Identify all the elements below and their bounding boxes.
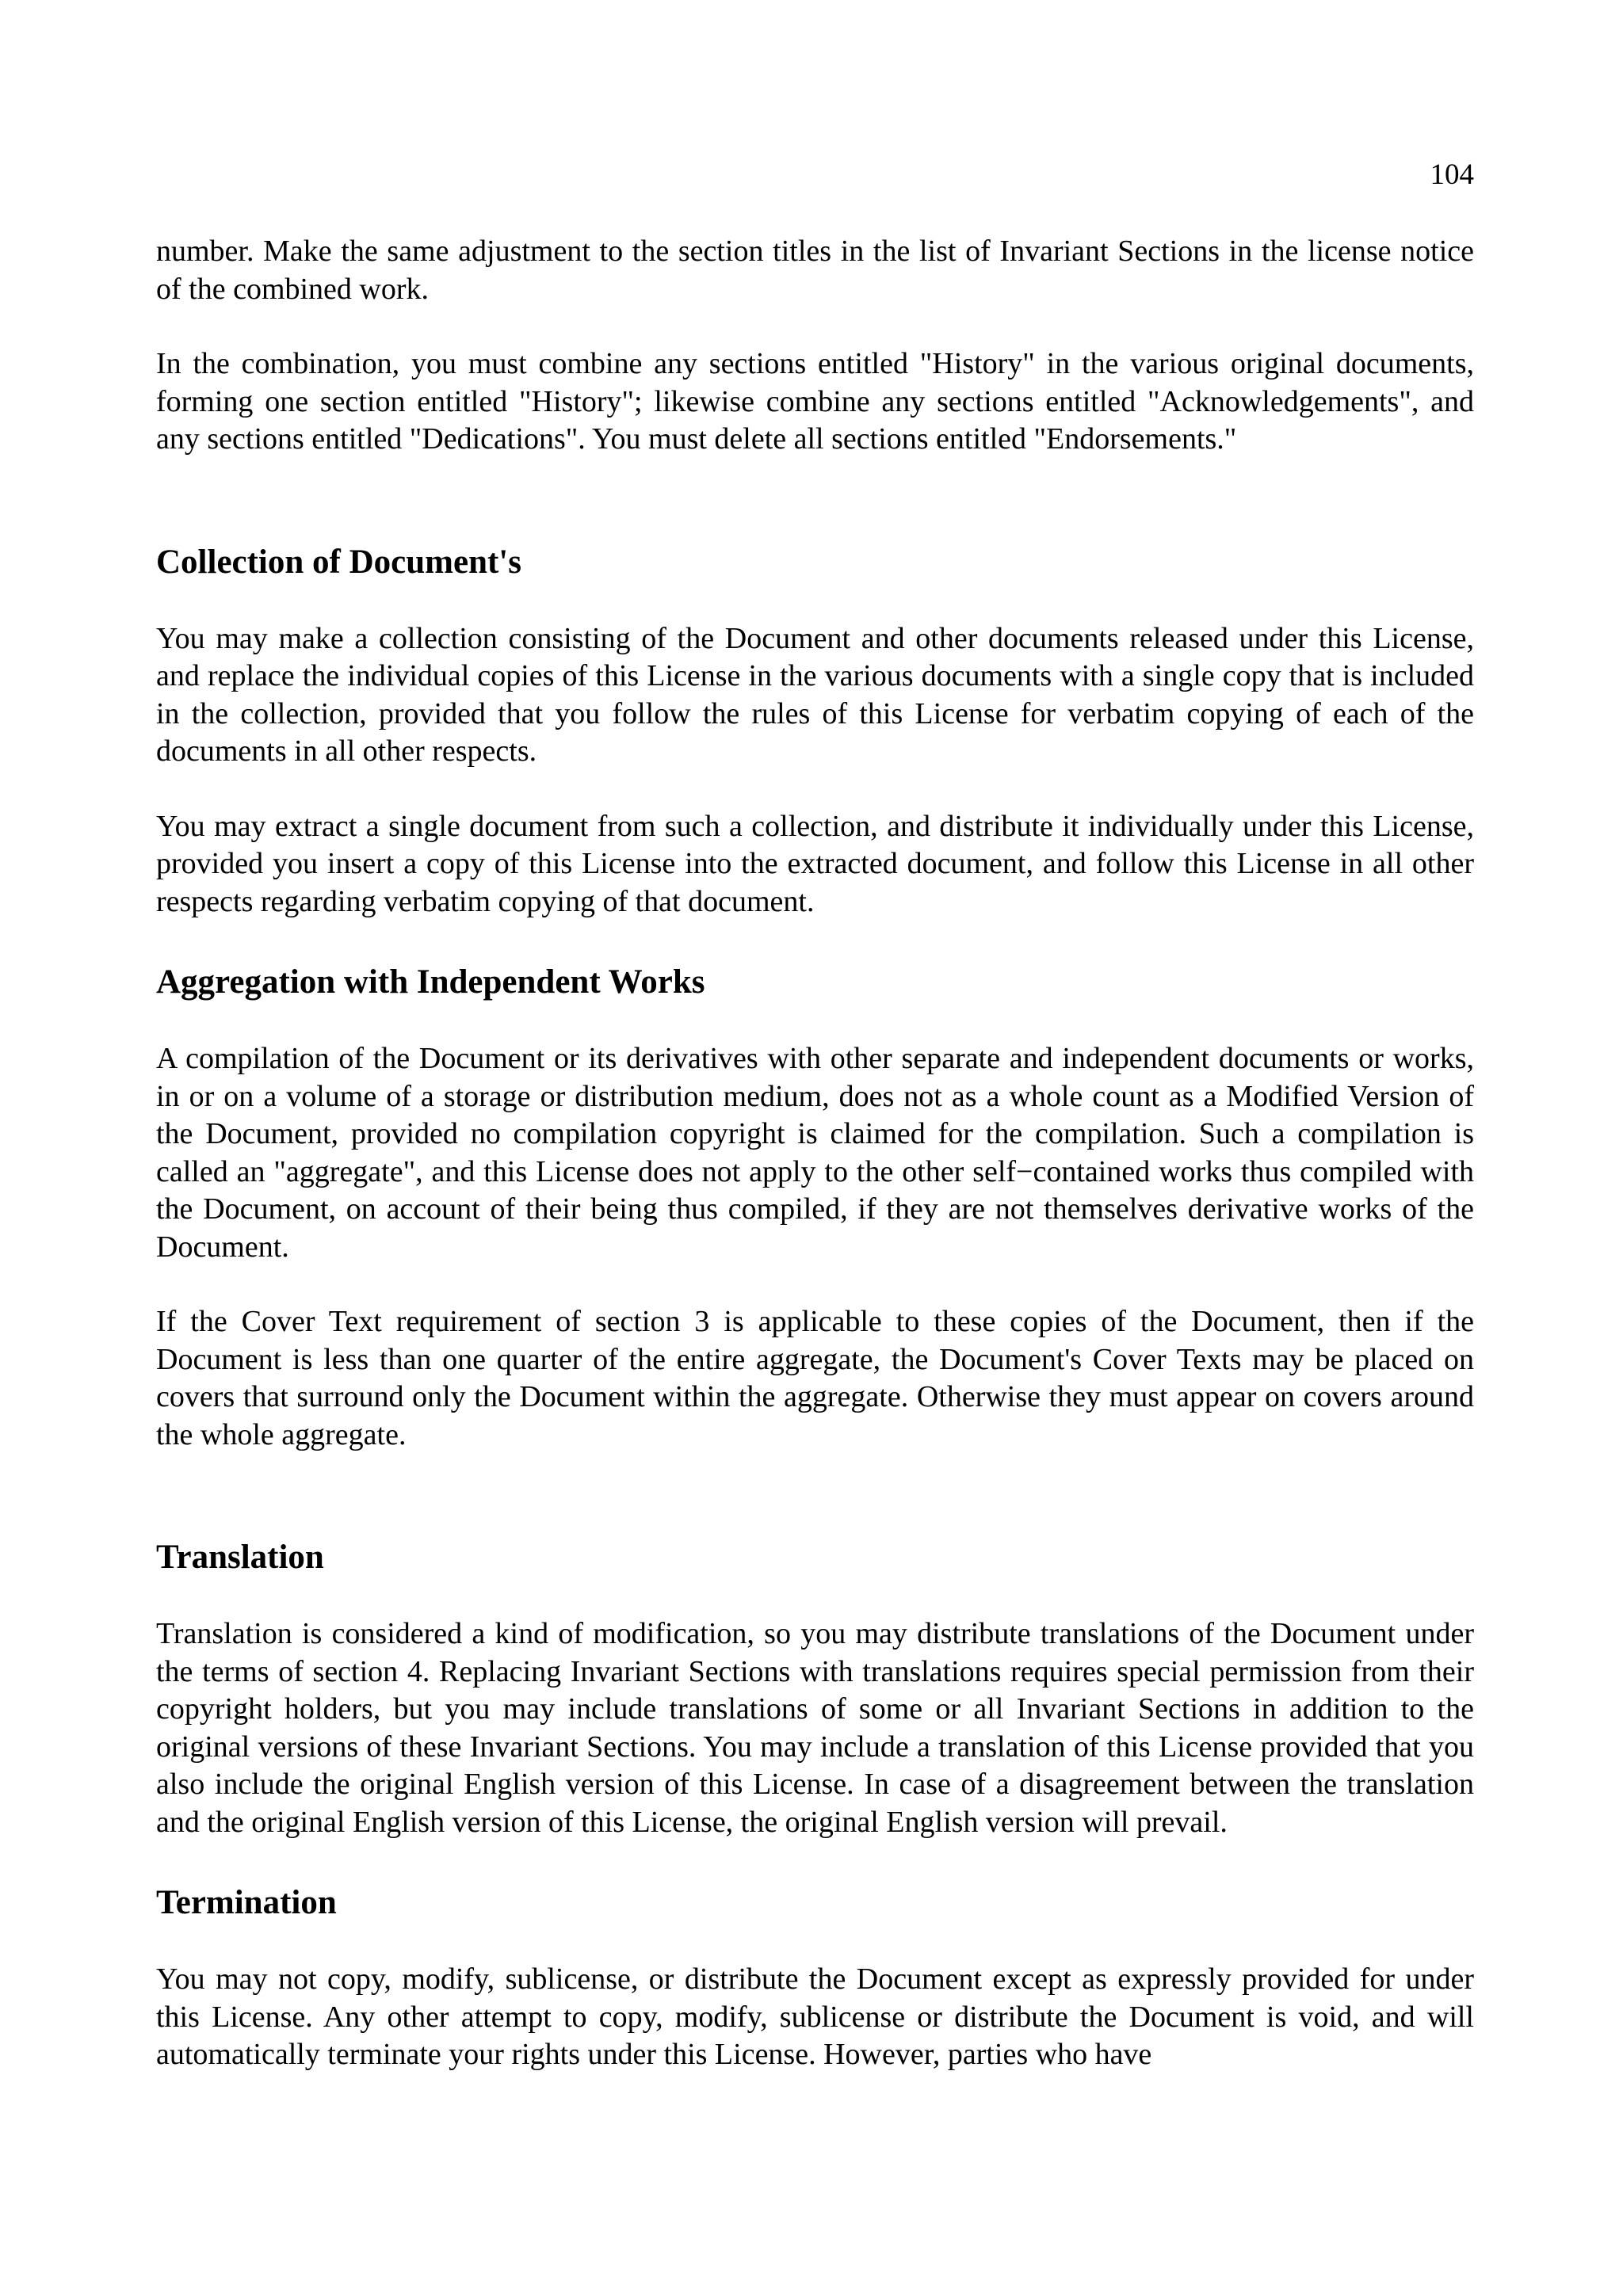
page-content <box>156 233 1474 2074</box>
paragraph-extract-document: You may extract a single document from such a collection, and distribute it individually under this License, provided you insert a copy of this License into the extracted document, and follow this License in all other respects regarding verbatim copying of that document. <box>156 809 1474 918</box>
paragraph-cover-text: If the Cover Text requirement of section 3 is applicable to these copies of the Document, then if the Document is less than one quarter of the entire aggregate, the Document's Cover Texts may be placed on covers that surround only the Document within the aggregate. Otherwise they must appear on covers around the whole aggregate. <box>156 1305 1474 1451</box>
heading-termination: Termination <box>156 1884 337 1921</box>
paragraph-translation: Translation is considered a kind of modification, so you may distribute translations of the Document under the terms of section 4. Replacing Invariant Sections with translations requires special permission from their copyright holders, but you may include translations of some or all Invariant Sections in addition to the original versions of these Invariant Sections. You may include a translation of this License provided that you also include the original English version of this License. In case of a disagreement between the translation and the original English version of this License, the original English version will prevail. <box>156 1617 1474 1839</box>
paragraph-combination-history: In the combination, you must combine any sections entitled "History" in the various original documents, forming one section entitled "History"; likewise combine any sections entitled "Acknowledgements", and any sections entitled "Dedications". You must delete all sections entitled "Endorsements." <box>156 347 1474 456</box>
paragraph-compilation: A compilation of the Document or its derivatives with other separate and independent documents or works, in or on a volume of a storage or distribution medium, does not as a whole count as a Modified Version of the Document, provided no compilation copyright is claimed for the compilation. Such a compilation is called an "aggregate", and this License does not apply to the other self−contained works thus compiled with the Document, on account of their being thus compiled, if they are not themselves derivative works of the Document. <box>156 1042 1474 1264</box>
paragraph-termination: You may not copy, modify, sublicense, or distribute the Document except as expressly provided for under this License. Any other attempt to copy, modify, sublicense or distribute the Document is void, and will automatically terminate your rights under this License. However, parties who have <box>156 1962 1474 2071</box>
heading-aggregation: Aggregation with Independent Works <box>156 963 705 1001</box>
paragraph-collection: You may make a collection consisting of the Document and other documents released under this License, and replace the individual copies of this License in the various documents with a single copy that is included in the collection, provided that you follow the rules of this License for verbatim copying of each of the documents in all other respects. <box>156 621 1474 768</box>
heading-collection-of-documents: Collection of Document's <box>156 543 521 581</box>
heading-translation: Translation <box>156 1539 324 1576</box>
page-number: 104 <box>1430 158 1474 191</box>
paragraph-combined-work: number. Make the same adjustment to the section titles in the list of Invariant Sections in the license notice of the combined work. <box>156 235 1474 306</box>
